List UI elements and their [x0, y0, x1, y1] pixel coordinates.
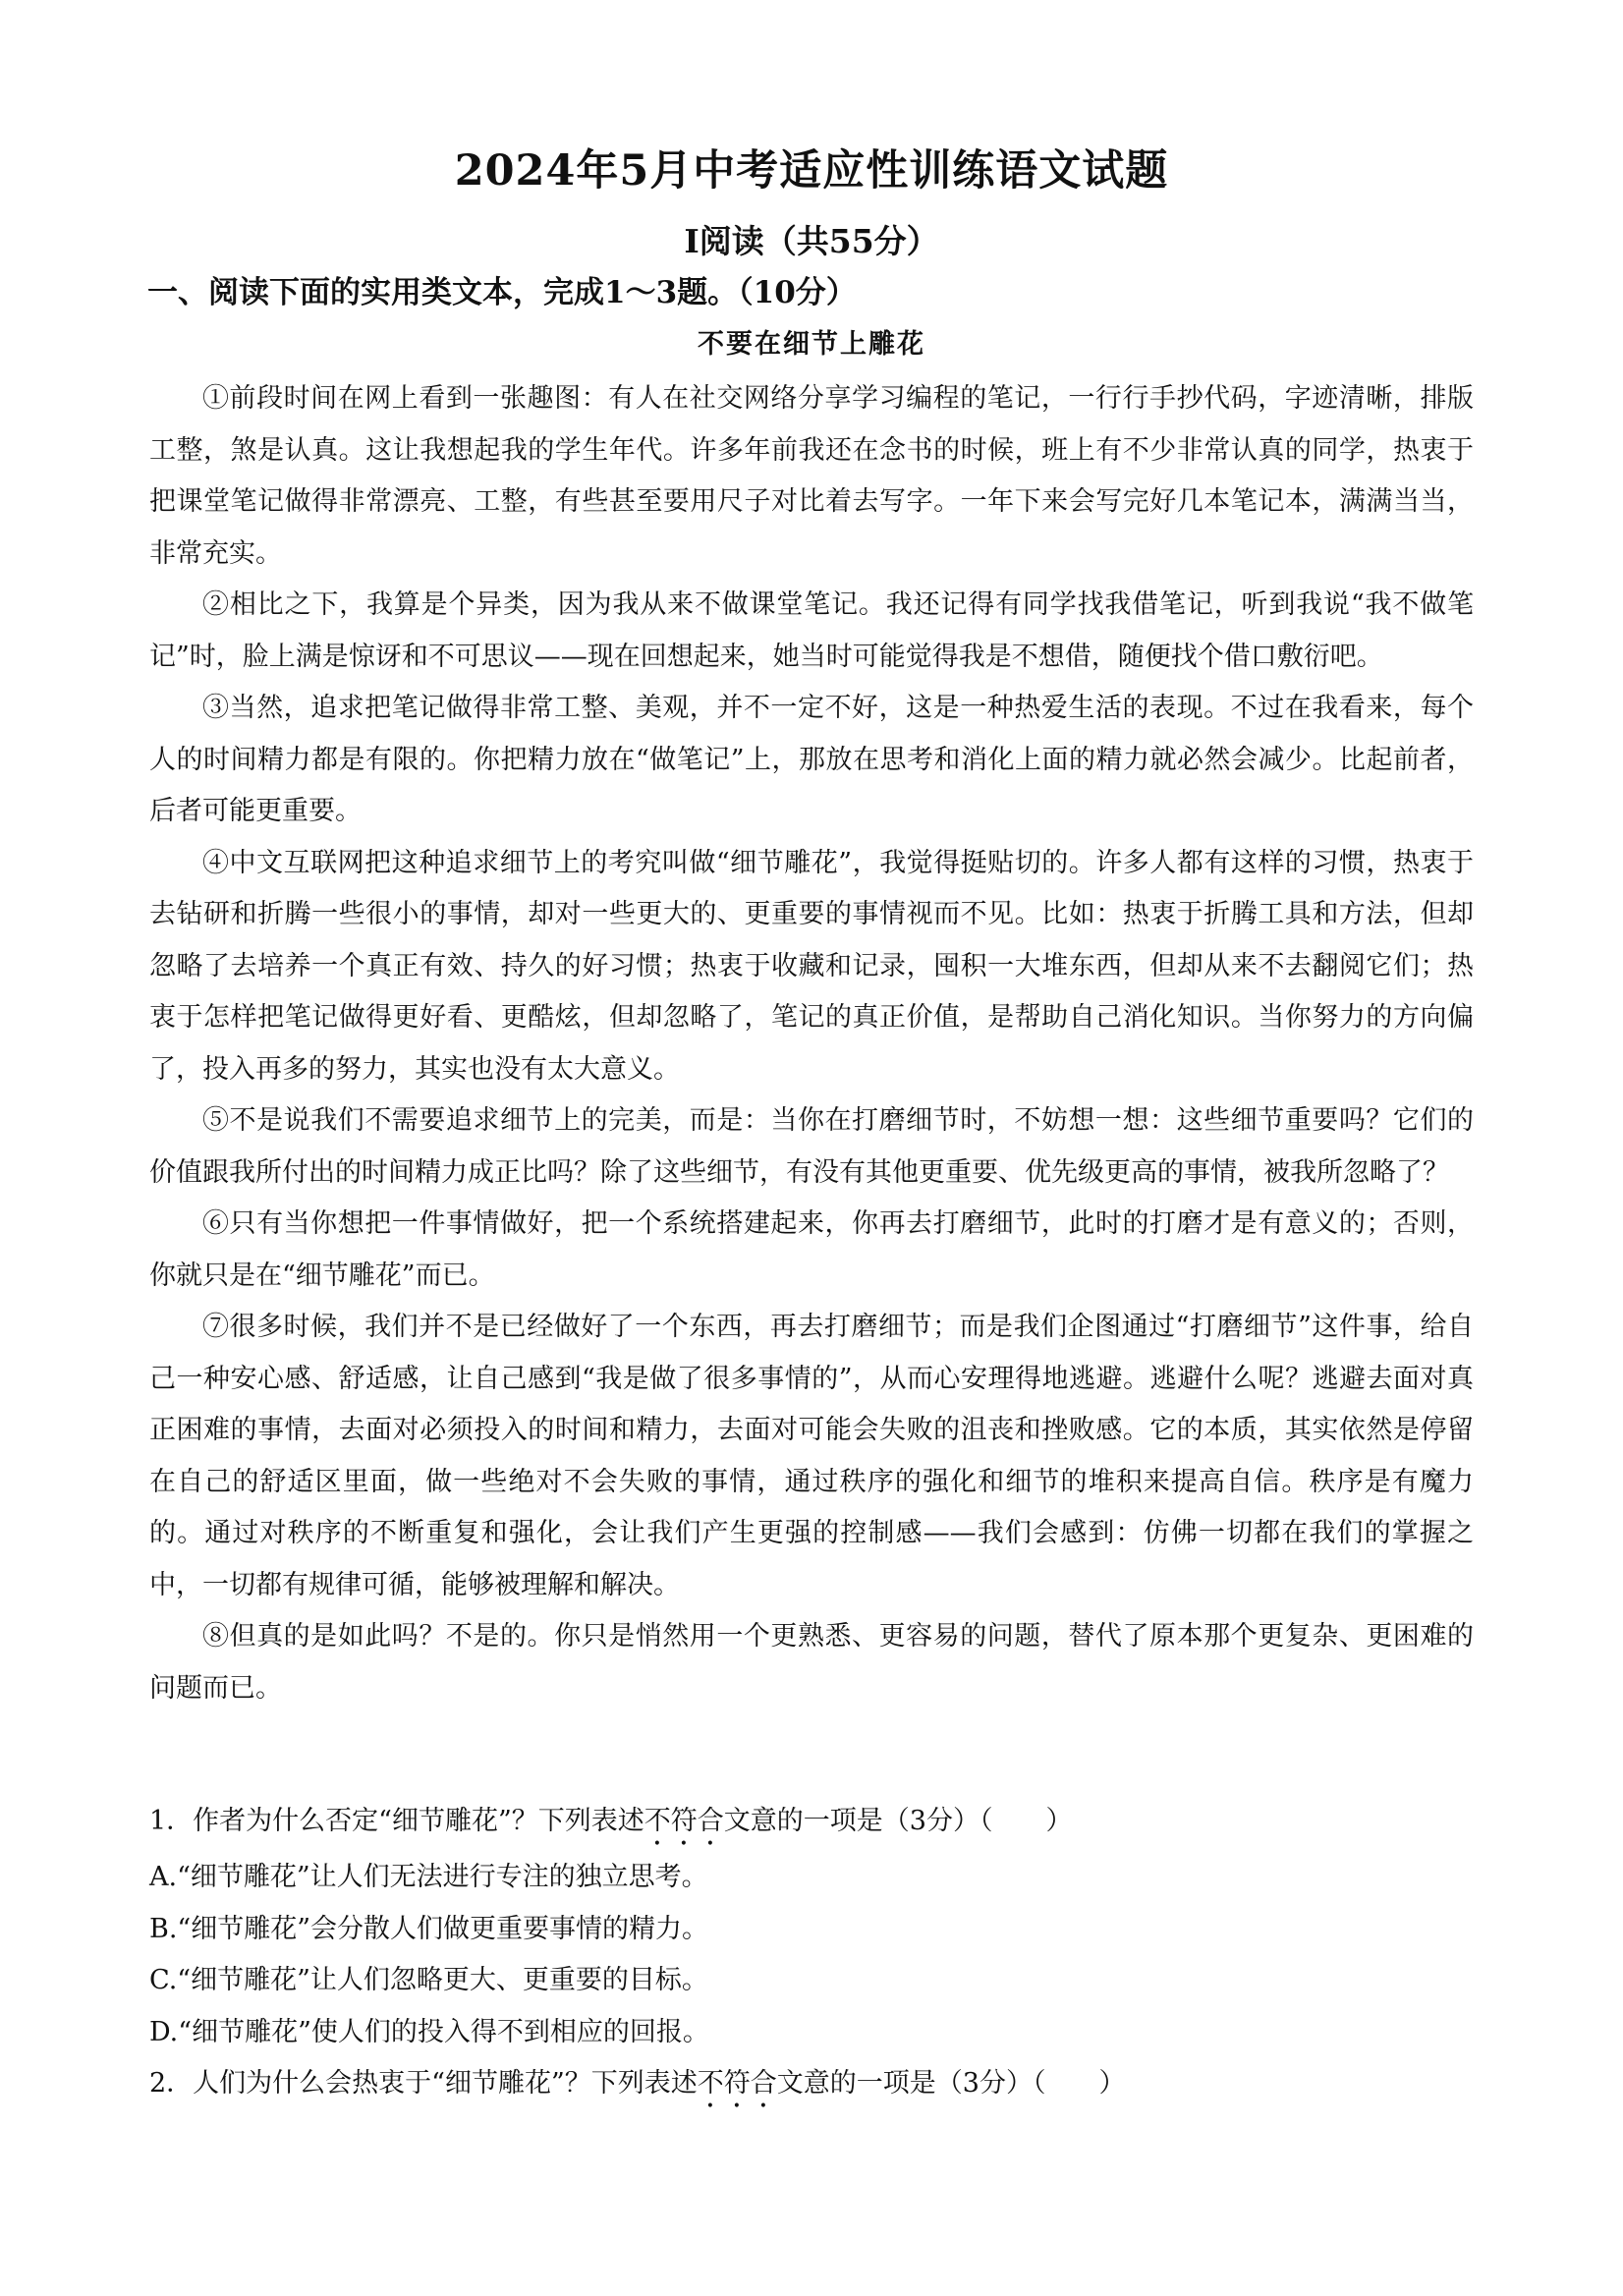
paragraph-3: ③当然，追求把笔记做得非常工整、美观，并不一定不好，这是一种热爱生活的表现。不过在我看来，每个人的时间精力都是有限的。你把精力放在“做笔记”上，那放在思考和消化上面的精力就必然会减少。比起前者，后者可能更重要。 [149, 693, 1474, 826]
question-2 [149, 2058, 1474, 2114]
paragraph-8: ⑧但真的是如此吗？不是的。你只是悄然用一个更熟悉、更容易的问题，替代了原本那个更复杂、更困难的问题而已。 [149, 1621, 1474, 1704]
option-c: C.“细节雕花”让人们忽略更大、更重要的目标。 [149, 1965, 708, 1995]
option-a: A.“细节雕花”让人们无法进行专注的独立思考。 [149, 1862, 708, 1892]
question-1-text-b: 文意的一项是（3分）（ ） [723, 1806, 1073, 1836]
question-group-header: 一、阅读下面的实用类文本，完成1～3题。（10分） [147, 275, 857, 310]
paragraph-5: ⑤不是说我们不需要追求细节上的完美，而是：当你在打磨细节时，不妨想一想：这些细节重要吗？它们的价值跟我所付出的时间精力成正比吗？除了这些细节，有没有其他更重要、优先级更高的事情，被我所忽略了？ [149, 1105, 1474, 1188]
option-d: D.“细节雕花”使人们的投入得不到相应的回报。 [149, 2016, 709, 2047]
article-title: 不要在细节上雕花 [698, 329, 925, 360]
article-body [149, 373, 1474, 1714]
question-2-text-a: 2．人们为什么会热衷于“细节雕花”？下列表述 [149, 2068, 698, 2099]
questions [149, 1796, 1474, 2114]
exam-title: 2024年5月中考适应性训练语文试题 [454, 146, 1169, 196]
section-heading: Ⅰ阅读（共55分） [684, 222, 939, 260]
paragraph-6: ⑥只有当你想把一件事情做好，把一个系统搭建起来，你再去打磨细节，此时的打磨才是有意义的；否则，你就只是在“细节雕花”而已。 [149, 1208, 1474, 1291]
paragraph-1: ①前段时间在网上看到一张趣图：有人在社交网络分享学习编程的笔记，一行行手抄代码，字迹清晰，排版工整，煞是认真。这让我想起我的学生年代。许多年前我还在念书的时候，班上有不少非常认真的同学，热衷于把课堂笔记做得非常漂亮、工整，有些甚至要用尺子对比着去写字。一年下来会写完好几本笔记本，满满当当，非常充实。 [149, 383, 1474, 569]
paragraph-4: ④中文互联网把这种追求细节上的考究叫做“细节雕花”，我觉得挺贴切的。许多人都有这样的习惯，热衷于去钻研和折腾一些很小的事情，却对一些更大的、更重要的事情视而不见。比如：热衷于折腾工具和方法，但却忽略了去培养一个真正有效、持久的好习惯；热衷于收藏和记录，囤积一大堆东西，但却从来不去翻阅它们；热衷于怎样把笔记做得更好看、更酷炫，但却忽略了，笔记的真正价值，是帮助自己消化知识。当你努力的方向偏了，投入再多的努力，其实也没有太大意义。 [149, 847, 1474, 1085]
question-1-text-a: 1．作者为什么否定“细节雕花”？下列表述 [149, 1806, 644, 1836]
paragraph-7: ⑦很多时候，我们并不是已经做好了一个东西，再去打磨细节；而是我们企图通过“打磨细节”这件事，给自己一种安心感、舒适感，让自己感到“我是做了很多事情的”，从而心安理得地逃避。逃避什么呢？逃避去面对真正困难的事情，去面对必须投入的时间和精力，去面对可能会失败的沮丧和挫败感。它的本质，其实依然是停留在自己的舒适区里面，做一些绝对不会失败的事情，通过秩序的强化和细节的堆积来提高自信。秩序是有魔力的。通过对秩序的不断重复和强化，会让我们产生更强的控制感——我们会感到：仿佛一切都在我们的掌握之中，一切都有规律可循，能够被理解和解决。 [149, 1312, 1474, 1600]
question-1 [149, 1796, 1474, 1852]
paragraph-2: ②相比之下，我算是个异类，因为我从来不做课堂笔记。我还记得有同学找我借笔记，听到我说“我不做笔记”时，脸上满是惊讶和不可思议——现在回想起来，她当时可能觉得我是不想借，随便找个借口敷衍吧。 [149, 589, 1474, 672]
question-1-emphasis: 不符合 [644, 1806, 724, 1836]
question-2-text-b: 文意的一项是（3分）（ ） [776, 2068, 1126, 2099]
option-b: B.“细节雕花”会分散人们做更重要事情的精力。 [149, 1913, 709, 1944]
question-2-emphasis: 不符合 [697, 2068, 777, 2099]
